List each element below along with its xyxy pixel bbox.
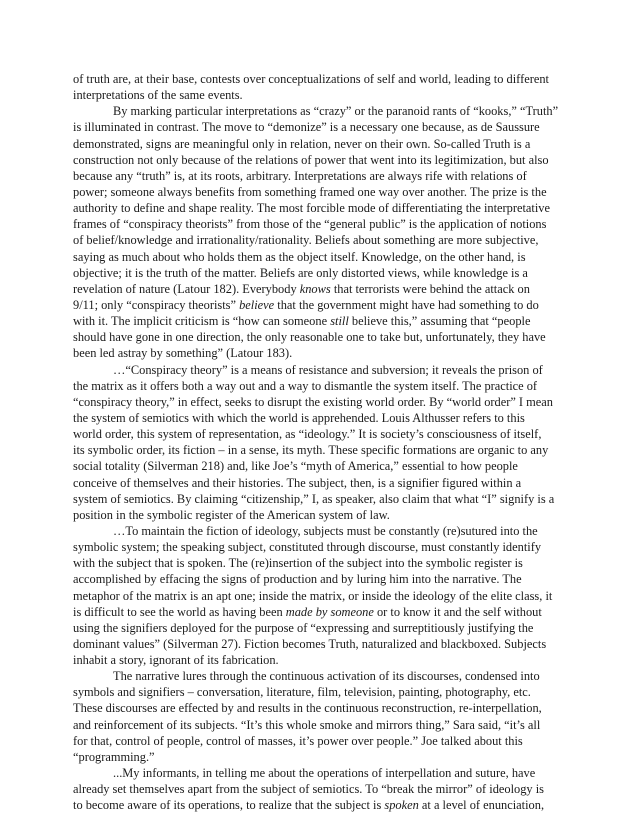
text-line	[73, 232, 577, 248]
text-segment: symbolic system; the speaking subject, constituted through discourse, must constantly identify	[73, 540, 542, 555]
text-segment: dominant values” (Silverman 27). Fiction becomes Truth, naturalized and blackboxed. Subjects	[73, 636, 547, 651]
text-segment: 9/11; only “conspiracy theorists”	[73, 297, 240, 312]
text-line	[73, 103, 577, 119]
text-line	[73, 136, 577, 152]
text-segment: metaphor of the matrix is an apt one; inside the matrix, or inside the ideology of the elite class, it	[73, 588, 553, 603]
text-line	[73, 652, 577, 668]
text-line	[73, 216, 577, 232]
text-line	[73, 765, 577, 781]
text-segment: to become aware of its operations, to realize that the subject is	[73, 798, 385, 813]
text-line	[73, 668, 577, 684]
text-line	[73, 249, 577, 265]
text-line	[73, 184, 577, 200]
text-line	[73, 345, 577, 361]
text-segment: inhabit a story, ignorant of its fabrication.	[73, 653, 279, 668]
text-segment: saying as much about who holds them as the object itself. Knowledge, on the other hand, is	[73, 249, 526, 264]
text-segment: the system of semiotics with which the world is apprehended. Louis Althusser refers to this	[73, 410, 525, 425]
text-segment: system of semiotics. By claiming “citizenship,” I, as speaker, also claim that what “I” signify is a	[73, 491, 555, 506]
text-segment: social totality (Silverman 218) and, like Joe’s “myth of America,” essential to how people	[73, 459, 518, 474]
text-segment: symbols and signifiers – conversation, literature, film, television, painting, photography, etc.	[73, 685, 531, 700]
text-line	[73, 152, 577, 168]
italic-text-segment: made by someone	[285, 604, 374, 619]
text-segment: is illuminated in contrast. The move to “demonize” is a necessary one because, as de Saussure	[73, 120, 540, 135]
text-segment: frames of “conspiracy theorists” from those of the “general public” is the application of notions	[73, 217, 547, 232]
text-segment: believe this,” assuming that “people	[348, 314, 531, 329]
text-line	[73, 684, 577, 700]
text-segment: at a level of enunciation,	[418, 798, 545, 813]
body-text	[73, 71, 577, 813]
text-line	[73, 604, 577, 620]
text-segment: because any “truth” is, at its roots, arbitrary. Interpretations are always rife with relations of	[73, 168, 527, 183]
text-segment: …“Conspiracy theory” is a means of resistance and subversion; it reveals the prison of	[113, 362, 543, 377]
text-segment: with it. The implicit criticism is “how can someone	[73, 314, 331, 329]
text-segment: “programming.”	[73, 749, 155, 764]
text-segment: of belief/knowledge and irrationality/rationality. Beliefs about something are more subjective,	[73, 233, 539, 248]
italic-text-segment: spoken	[384, 798, 419, 813]
text-segment: that terrorists were behind the attack on	[330, 281, 530, 296]
text-segment: position in the symbolic register of the American system of law.	[73, 507, 390, 522]
text-segment: revelation of nature (Latour 182). Everybody	[73, 281, 300, 296]
text-line	[73, 394, 577, 410]
text-line	[73, 797, 577, 813]
text-line	[73, 362, 577, 378]
text-line	[73, 168, 577, 184]
text-segment: of truth are, at their base, contests over conceptualizations of self and world, leading to different	[73, 72, 549, 86]
text-segment: the matrix as it offers both a way out and a way to dismantle the system itself. The practice of	[73, 378, 538, 393]
text-line	[73, 200, 577, 216]
text-segment: using the signifiers deployed for the purpose of “expressing and surreptitiously justifying the	[73, 620, 534, 635]
text-segment: These discourses are effected by and results in the continuous reconstruction, re-interpellation,	[73, 701, 542, 716]
text-segment: …To maintain the fiction of ideology, subjects must be constantly (re)sutured into the	[113, 523, 538, 538]
text-line	[73, 781, 577, 797]
text-segment: its symbolic order, its fiction – in a sense, its myth. These specific formations are organic to any	[73, 443, 549, 458]
text-segment: The narrative lures through the continuous activation of its discourses, condensed into	[113, 669, 540, 684]
text-line	[73, 329, 577, 345]
text-segment: objective; it is the truth of the matter. Beliefs are only distorted views, while knowledge is a	[73, 265, 528, 280]
text-line	[73, 313, 577, 329]
text-segment: that the government might have had something to do	[274, 297, 539, 312]
text-line	[73, 475, 577, 491]
text-segment: for that, control of people, control of masses, it’s power over people.” Joe talked about this	[73, 733, 523, 748]
text-line	[73, 733, 577, 749]
text-segment: should have gone in one direction, the only reasonable one to take but, unfortunately, they have	[73, 330, 546, 345]
text-line	[73, 555, 577, 571]
text-line	[73, 297, 577, 313]
text-line	[73, 442, 577, 458]
text-line	[73, 426, 577, 442]
text-line	[73, 588, 577, 604]
text-line	[73, 491, 577, 507]
text-segment: been led astray by something” (Latour 183).	[73, 346, 293, 361]
text-line	[73, 378, 577, 394]
text-segment: By marking particular interpretations as “crazy” or the paranoid rants of “kooks,” “Truth”	[113, 104, 559, 119]
text-line	[73, 119, 577, 135]
text-segment: power; someone always benefits from something framed one way over another. The prize is the	[73, 184, 547, 199]
text-segment: world order, this system of representation, as “ideology.” It is society’s consciousness of itself,	[73, 427, 542, 442]
text-segment: interpretations of the same events.	[73, 88, 243, 103]
text-segment: ...My informants, in telling me about the operations of interpellation and suture, have	[113, 766, 536, 781]
text-segment: conceive of themselves and their histories. The subject, then, is a signifier figured within a	[73, 475, 522, 490]
text-segment: is difficult to see the world as having been	[73, 604, 286, 619]
text-line	[73, 749, 577, 765]
text-segment: or to know it and the self without	[373, 604, 542, 619]
text-line	[73, 700, 577, 716]
text-line	[73, 636, 577, 652]
text-line	[73, 87, 577, 103]
text-segment: construction not only because of the relations of power that went into its legitimization, but also	[73, 152, 549, 167]
text-line	[73, 458, 577, 474]
text-segment: “conspiracy theory,” in effect, seeks to disrupt the existing world order. By “world order” I mean	[73, 394, 553, 409]
italic-text-segment: still	[330, 314, 349, 329]
text-line	[73, 71, 577, 87]
text-segment: and reinforcement of its subjects. “It’s this whole smoke and mirrors thing,” Sara said, “it’s all	[73, 717, 541, 732]
text-line	[73, 539, 577, 555]
text-line	[73, 265, 577, 281]
italic-text-segment: knows	[299, 281, 331, 296]
italic-text-segment: believe	[239, 297, 275, 312]
text-line	[73, 523, 577, 539]
text-segment: authority to define and shape reality. The most forcible mode of differentiating the interpretative	[73, 201, 550, 216]
text-segment: accomplished by effacing the signs of production and by luring him into the narrative. The	[73, 572, 522, 587]
text-line	[73, 507, 577, 523]
text-segment: with the subject that is spoken. The (re)insertion of the subject into the symbolic register is	[73, 556, 523, 571]
text-line	[73, 620, 577, 636]
text-line	[73, 281, 577, 297]
text-line	[73, 717, 577, 733]
text-segment: demonstrated, signs are meaningful only in relation, never on their own. So-called Truth is a	[73, 136, 531, 151]
text-line	[73, 571, 577, 587]
text-segment: already set themselves apart from the subject of semiotics. To “break the mirror” of ideology is	[73, 782, 544, 797]
text-line	[73, 410, 577, 426]
